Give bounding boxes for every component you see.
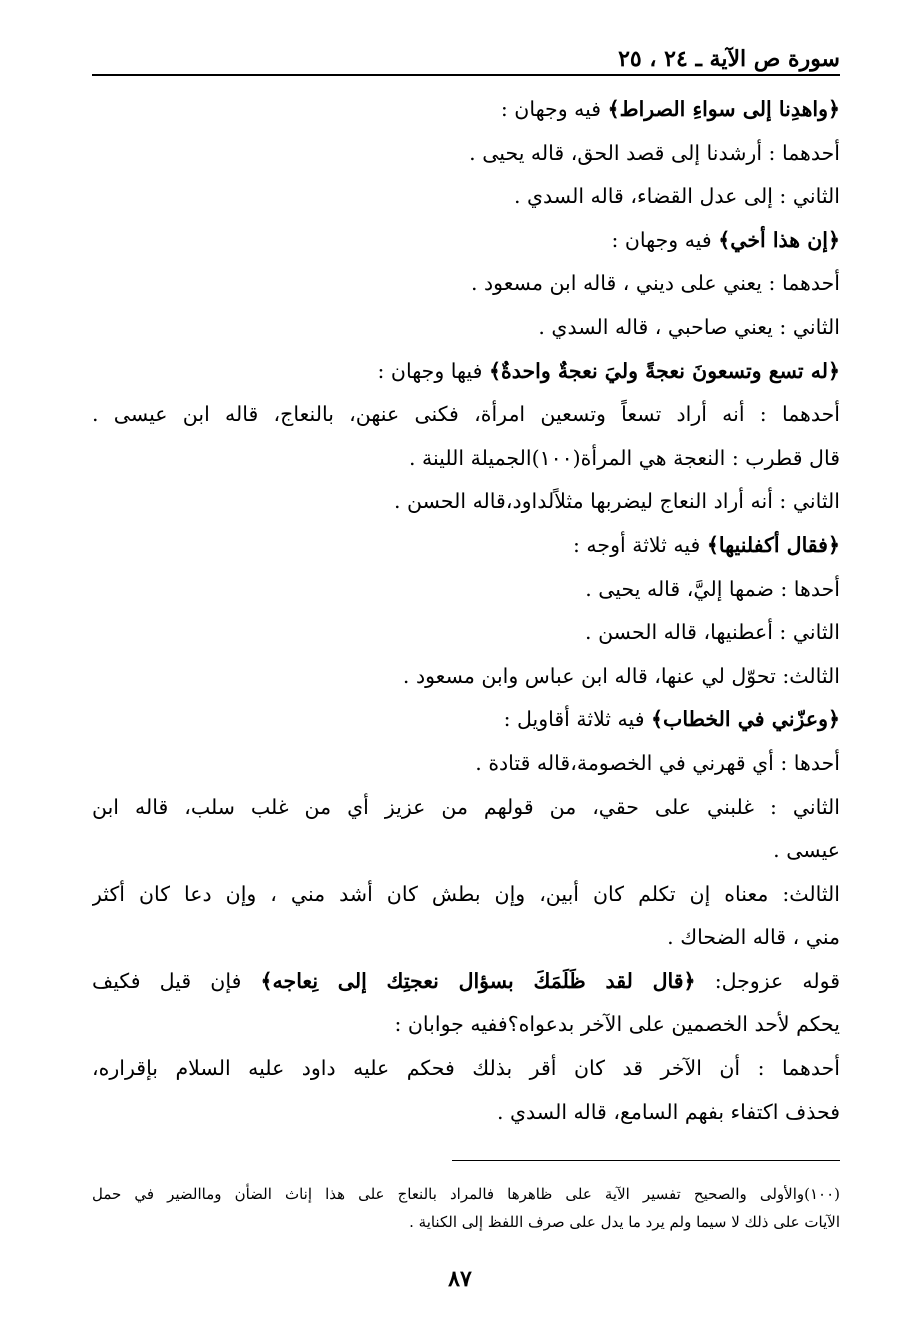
- line-text: الثاني : أعطنيها، قاله الحسن .: [585, 620, 840, 645]
- text-line: [92, 219, 840, 263]
- line-text: الثالث: معناه إن تكلم كان أبين، وإن بطش كان أشد مني ، وإن دعا كان أكثر: [92, 881, 840, 906]
- header-rule: [92, 74, 840, 76]
- text-line: [92, 829, 840, 873]
- line-text: يحكم لأحد الخصمين على الآخر بدعواه؟ففيه جوابان :: [394, 1012, 840, 1037]
- text-line: [92, 568, 840, 612]
- line-text: أحدهما : يعني على ديني ، قاله ابن مسعود .: [471, 271, 840, 296]
- line-text: فحذف اكتفاء بفهم السامع، قاله السدي .: [496, 1099, 840, 1124]
- text-line: [92, 393, 840, 437]
- text-line: [92, 132, 840, 176]
- text-line: [92, 611, 840, 655]
- line-text: الثالث: تحوّل لي عنها، قاله ابن عباس وابن مسعود .: [402, 663, 840, 688]
- line-text: الثاني : غلبني على حقي، من قولهم من عزيز أي من غلب سلب، قاله ابن: [92, 794, 840, 819]
- text-line: [92, 480, 840, 524]
- line-text: أحدهما : أن الآخر قد كان أقر بذلك فحكم عليه داود عليه السلام بإقراره،: [92, 1056, 840, 1081]
- footnote-rule: [452, 1160, 840, 1161]
- quran-verse: ﴿قال لقد ظَلَمَكَ بسؤال نعجتِك إلى نِعاجه﴾: [260, 968, 696, 993]
- line-text: أحدها : أي قهرني في الخصومة،قاله قتادة .: [475, 750, 840, 775]
- text-line: [92, 1047, 840, 1091]
- line-text: أحدهما : أنه أراد تسعاً وتسعين امرأة، فكنى عنهن، بالنعاج، قاله ابن عيسى .: [92, 402, 840, 427]
- quran-verse: ﴿له تسع وتسعونَ نعجةً وليَ نعجةٌ واحدةٌ﴾: [488, 358, 840, 383]
- quran-verse: ﴿إن هذا أخي﴾: [718, 227, 840, 252]
- line-text: مني ، قاله الضحاك .: [667, 925, 840, 950]
- quran-verse: ﴿فقال أكفلنيها﴾: [706, 532, 840, 557]
- text-line: [92, 88, 840, 132]
- text-line: [92, 916, 840, 960]
- body-text: [92, 88, 840, 1134]
- text-line: [92, 437, 840, 481]
- line-text: فإن قيل فكيف: [92, 968, 261, 993]
- text-line: [92, 306, 840, 350]
- text-line: [92, 350, 840, 394]
- quran-verse: ﴿وعزّني في الخطاب﴾: [651, 707, 840, 732]
- line-text: فيه وجهان :: [500, 97, 608, 121]
- text-line: [92, 873, 840, 917]
- text-line: [92, 698, 840, 742]
- footnote: [92, 1180, 840, 1236]
- text-line: [92, 960, 840, 1004]
- text-line: [92, 786, 840, 830]
- line-text: الثاني : إلى عدل القضاء، قاله السدي .: [513, 184, 840, 209]
- line-text: الثاني : يعني صاحبي ، قاله السدي .: [538, 314, 840, 339]
- line-text: قال قطرب : النعجة هي المرأة(١٠٠)الجميلة اللينة .: [408, 445, 840, 470]
- line-text: فيه ثلاثة أقاويل :: [503, 707, 652, 732]
- line-text: فيه ثلاثة أوجه :: [573, 532, 707, 557]
- page-number: ٨٧: [448, 1266, 472, 1292]
- text-line: [92, 1091, 840, 1135]
- text-line: [92, 262, 840, 306]
- running-header: سورة ص الآية ـ ٢٤ ، ٢٥: [618, 46, 840, 72]
- quran-verse: ﴿واهدِنا إلى سواءِ الصراط﴾: [607, 97, 840, 121]
- text-line: [92, 524, 840, 568]
- line-text: الثاني : أنه أراد النعاج ليضربها مثلاًلداود،قاله الحسن .: [393, 489, 840, 514]
- line-text: عيسى .: [773, 838, 840, 863]
- line-text: فيه وجهان :: [611, 227, 719, 252]
- text-line: [92, 1003, 840, 1047]
- footnote-line: الآيات على ذلك لا سيما ولم يرد ما يدل على صرف اللفظ إلى الكناية .: [409, 1213, 840, 1231]
- line-text: فيها وجهان :: [377, 358, 489, 383]
- text-line: [92, 655, 840, 699]
- text-line: [92, 742, 840, 786]
- text-line: [92, 175, 840, 219]
- footnote-line: (١٠٠)والأولى والصحيح تفسير الآية على ظاهرها فالمراد بالنعاج على هذا إناث الضأن وماالضير في حمل: [92, 1185, 840, 1203]
- line-text: أحدها : ضمها إليَّ، قاله يحيى .: [585, 576, 840, 601]
- line-text: قوله عزوجل:: [695, 968, 840, 993]
- line-text: أحدهما : أرشدنا إلى قصد الحق، قاله يحيى .: [469, 140, 840, 165]
